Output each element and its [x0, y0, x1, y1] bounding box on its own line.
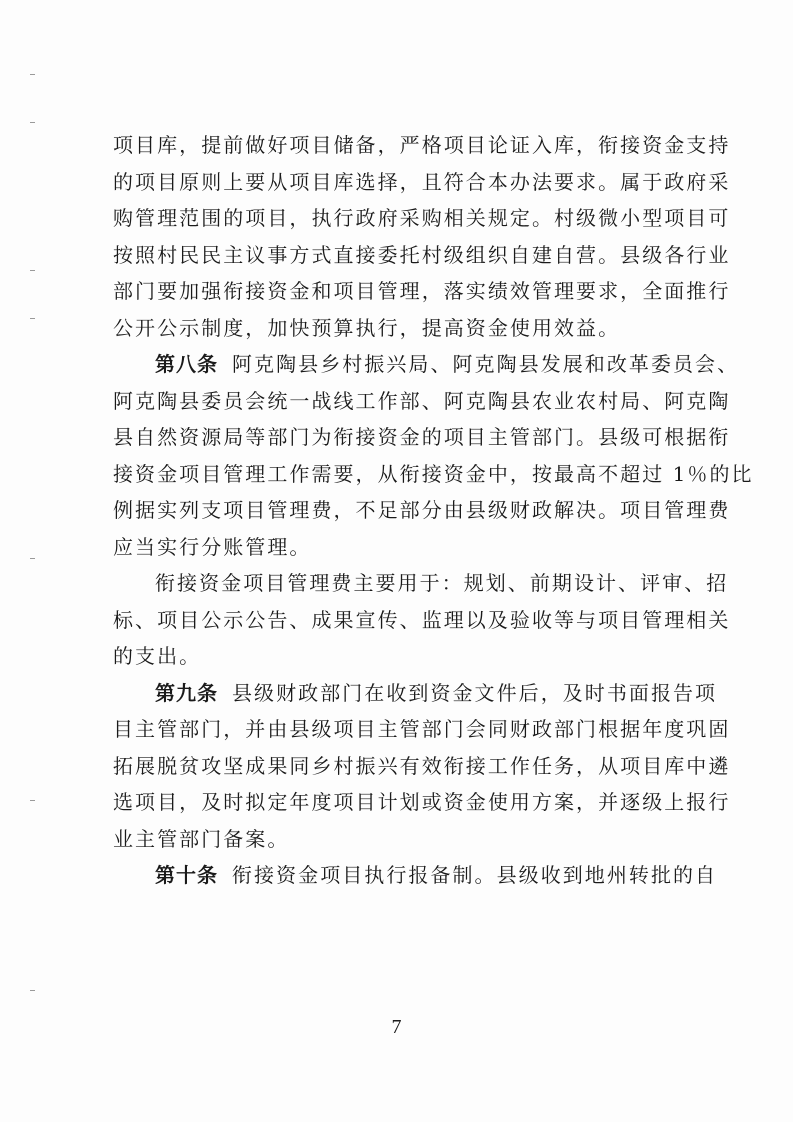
text-line: [113, 529, 698, 566]
text-line: [113, 200, 731, 237]
text-line: [113, 127, 731, 164]
text-line: [113, 602, 731, 639]
document-body: [113, 127, 754, 894]
text-line: [113, 711, 731, 748]
article-label: 第十条: [155, 863, 218, 887]
line-text: 目主管部门，并由县级项目主管部门会同财政部门根据年度巩固: [113, 717, 731, 741]
article-label: 第八条: [155, 352, 218, 376]
scan-artifact: [30, 990, 35, 991]
scan-artifact: [30, 122, 35, 123]
line-text: 业主管部门备案。: [113, 826, 290, 851]
line-text: 县自然资源局等部门为衔接资金的项目主管部门。县级可根据衔: [113, 425, 731, 449]
line-text: 的项目原则上要从项目库选择，且符合本办法要求。属于政府采: [113, 169, 731, 194]
text-line: [113, 164, 731, 201]
line-text: 按照村民民主议事方式直接委托村级组织自建自营。县级各行业: [113, 242, 731, 267]
text-line: [113, 784, 731, 821]
line-text: 衔接资金项目管理费主要用于：规划、前期设计、评审、招: [155, 571, 729, 595]
line-text: 选项目，及时拟定年度项目计划或资金使用方案，并逐级上报行: [113, 790, 731, 814]
line-text: 部门要加强衔接资金和项目管理，落实绩效管理要求，全面推行: [113, 279, 731, 303]
scan-artifact: [30, 270, 35, 271]
article-line: [113, 675, 718, 712]
line-text: 公开公示制度，加快预算执行，提高资金使用效益。: [113, 315, 621, 340]
line-text: 购管理范围的项目，执行政府采购相关规定。村级微小型项目可: [113, 206, 731, 230]
line-text: 接资金项目管理工作需要，从衔接资金中，按最高不超过 1％的比: [113, 461, 754, 486]
scan-artifact: [30, 74, 35, 75]
text-line: [113, 310, 698, 347]
line-text: 县级财政部门在收到资金文件后，及时书面报告项: [232, 680, 718, 705]
text-line: [113, 748, 731, 785]
text-line: [113, 273, 731, 310]
text-line: [113, 821, 698, 858]
line-text: 标、项目公示公告、成果宣传、监理以及验收等与项目管理相关: [113, 607, 731, 632]
page-number: 7: [391, 1016, 402, 1038]
text-line: [113, 638, 698, 675]
text-line: [113, 419, 731, 456]
line-text: 例据实列支项目管理费，不足部分由县级财政解决。项目管理费: [113, 498, 731, 522]
article-line: [113, 346, 740, 383]
text-line: [113, 565, 729, 602]
article-label: 第九条: [155, 680, 218, 705]
text-line: [113, 456, 754, 493]
scan-artifact: [30, 800, 35, 801]
line-text: 阿克陶县乡村振兴局、阿克陶县发展和改革委员会、: [232, 352, 740, 376]
line-text: 衔接资金项目执行报备制。县级收到地州转批的自: [232, 863, 718, 887]
scan-artifact: [30, 318, 35, 319]
scan-artifact: [30, 558, 35, 559]
text-line: [113, 237, 731, 274]
line-text: 阿克陶县委员会统一战线工作部、阿克陶县农业农村局、阿克陶: [113, 388, 731, 413]
text-line: [113, 492, 731, 529]
line-text: 的支出。: [113, 644, 202, 668]
article-line: [113, 857, 718, 894]
line-text: 项目库，提前做好项目储备，严格项目论证入库，衔接资金支持: [113, 133, 731, 157]
text-line: [113, 383, 731, 420]
line-text: 拓展脱贫攻坚成果同乡村振兴有效衔接工作任务，从项目库中遴: [113, 753, 731, 778]
line-text: 应当实行分账管理。: [113, 534, 312, 559]
